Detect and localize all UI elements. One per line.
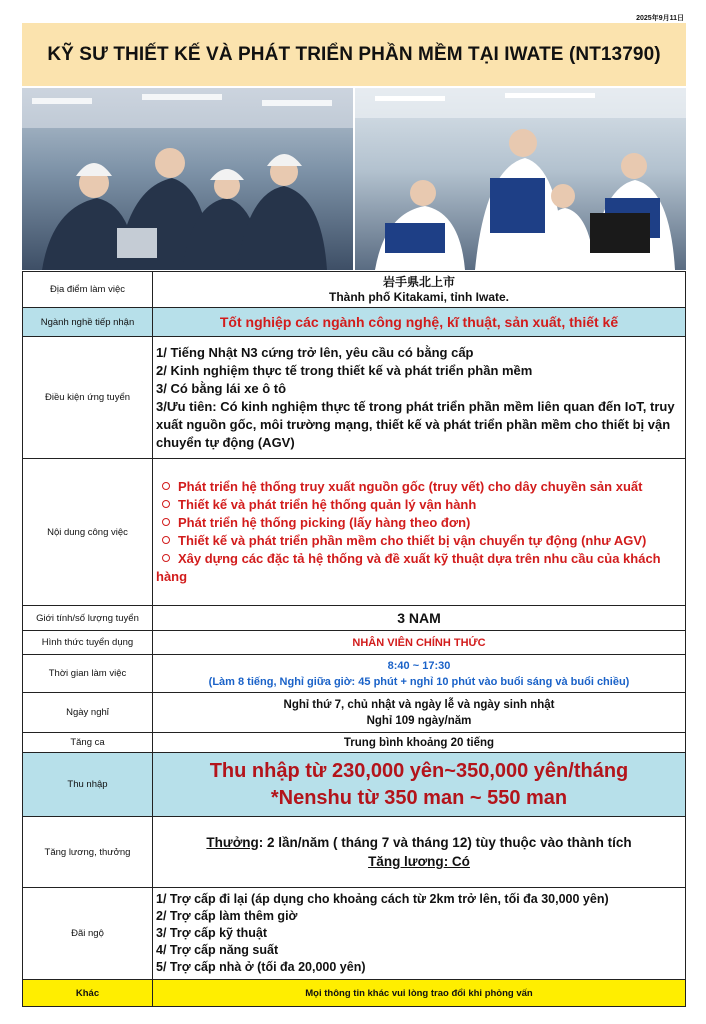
field-value: Tốt nghiệp các ngành công nghệ, kĩ thuật, sản xuất, thiết kế xyxy=(153,308,686,337)
hours-label: Thời gian làm việc xyxy=(23,655,153,693)
row-employment xyxy=(23,631,686,655)
benefits-list xyxy=(153,888,686,980)
requirement-item: 3/ Có bằng lái xe ô tô xyxy=(156,380,287,396)
row-requirements xyxy=(23,337,686,459)
raise-label: Tăng lương, thưởng xyxy=(23,817,153,888)
other-label: Khác xyxy=(23,980,153,1007)
overtime-label: Tăng ca xyxy=(23,733,153,753)
requirement-item: 2/ Kinh nghiệm thực tế trong thiết kế và phát triển phần mềm xyxy=(156,362,533,378)
row-benefits xyxy=(23,888,686,980)
benefit-item: 3/ Trợ cấp kỹ thuật xyxy=(156,926,268,940)
duties-label: Nội dung công việc xyxy=(23,459,153,606)
employment-value: NHÂN VIÊN CHÍNH THỨC xyxy=(153,631,686,655)
circle-bullet-icon xyxy=(162,518,170,526)
document-date: 2025年9月11日 xyxy=(636,15,684,22)
raise-line xyxy=(156,852,682,871)
row-duties xyxy=(23,459,686,606)
duty-item: Thiết kế và phát triển hệ thống quản lý vận hành xyxy=(156,496,682,514)
job-title: KỸ SƯ THIẾT KẾ VÀ PHÁT TRIỂN PHẦN MỀM TẠI IWATE (NT13790) xyxy=(47,43,661,65)
hours-detail: (Làm 8 tiếng, Nghỉ giữa giờ: 45 phút + nghỉ 10 phút vào buổi sáng và buổi chiều) xyxy=(208,675,630,688)
holidays-days: Nghỉ thứ 7, chủ nhật và ngày lễ và ngày sinh nhật xyxy=(283,698,555,711)
title-banner xyxy=(22,23,686,86)
benefit-item: 2/ Trợ cấp làm thêm giờ xyxy=(156,909,298,923)
header-photos xyxy=(22,88,686,270)
benefit-item: 4/ Trợ cấp năng suất xyxy=(156,943,279,957)
annual-income: *Nenshu từ 350 man ~ 550 man xyxy=(270,786,568,809)
field-label: Ngành nghề tiếp nhận xyxy=(23,308,153,337)
income-label: Thu nhập xyxy=(23,753,153,817)
bonus-key: Thưởng xyxy=(206,835,259,850)
employment-label: Hình thức tuyển dụng xyxy=(23,631,153,655)
duty-item: Phát triển hệ thống truy xuất nguồn gốc (truy vết) cho dây chuyền sản xuất xyxy=(156,478,682,496)
bonus-line xyxy=(156,833,682,852)
location-japanese: 岩手県北上市 xyxy=(382,274,455,289)
job-info-table xyxy=(22,271,686,1007)
duty-item: Thiết kế và phát triển phần mềm cho thiết bị vận chuyển tự động (như AGV) xyxy=(156,532,682,550)
row-field xyxy=(23,308,686,337)
hours-value xyxy=(153,655,686,693)
row-quota xyxy=(23,606,686,631)
holidays-label: Ngày nghỉ xyxy=(23,693,153,733)
overtime-value: Trung bình khoảng 20 tiếng xyxy=(153,733,686,753)
engineers-photo-left xyxy=(22,88,353,270)
circle-bullet-icon xyxy=(162,536,170,544)
row-raise xyxy=(23,817,686,888)
row-income xyxy=(23,753,686,817)
raise-value xyxy=(153,817,686,888)
benefits-label: Đãi ngộ xyxy=(23,888,153,980)
location-label: Địa điểm làm việc xyxy=(23,272,153,308)
row-other xyxy=(23,980,686,1007)
holidays-value xyxy=(153,693,686,733)
income-value xyxy=(153,753,686,817)
requirement-item: 3/Ưu tiên: Có kinh nghiệm thực tế trong phát triển phần mềm liên quan đến IoT, truy xuất nguồn gốc, môi trường mạng, thiết kế và phát triển phần mềm cho thiết bị vận chuyển tự động (AGV) xyxy=(156,398,675,450)
raise-value-text: : Có xyxy=(443,854,470,869)
circle-bullet-icon xyxy=(162,482,170,490)
requirements-label: Điều kiện ứng tuyển xyxy=(23,337,153,459)
holidays-count: Nghỉ 109 ngày/năm xyxy=(366,714,472,727)
duty-item: Phát triển hệ thống picking (lấy hàng theo đơn) xyxy=(156,514,682,532)
row-hours xyxy=(23,655,686,693)
duties-list xyxy=(153,459,686,606)
engineers-photo-right xyxy=(355,88,686,270)
row-holidays xyxy=(23,693,686,733)
quota-value: 3 NAM xyxy=(153,606,686,631)
row-overtime xyxy=(23,733,686,753)
benefit-item: 5/ Trợ cấp nhà ở (tối đa 20,000 yên) xyxy=(156,960,366,974)
row-location xyxy=(23,272,686,308)
location-vietnamese: Thành phố Kitakami, tỉnh Iwate. xyxy=(328,289,509,304)
duty-item: Xây dựng các đặc tả hệ thống và đề xuất kỹ thuật dựa trên nhu cầu của khách hàng xyxy=(156,551,661,584)
requirement-item: 1/ Tiếng Nhật N3 cứng trở lên, yêu cầu có bằng cấp xyxy=(156,344,474,360)
requirements-list xyxy=(153,337,686,459)
circle-bullet-icon xyxy=(162,500,170,508)
raise-key: Tăng lương xyxy=(368,854,444,869)
hours-range: 8:40 ~ 17:30 xyxy=(387,659,451,672)
circle-bullet-icon xyxy=(162,554,170,562)
location-value xyxy=(153,272,686,308)
quota-label: Giới tính/số lượng tuyển xyxy=(23,606,153,631)
benefit-item: 1/ Trợ cấp đi lại (áp dụng cho khoảng cách từ 2km trở lên, tối đa 30,000 yên) xyxy=(156,892,609,906)
other-value: Mọi thông tin khác vui lòng trao đổi khi phỏng vấn xyxy=(153,980,686,1007)
bonus-value: : 2 lần/năm ( tháng 7 và tháng 12) tùy thuộc vào thành tích xyxy=(258,835,632,850)
monthly-income: Thu nhập từ 230,000 yên~350,000 yên/tháng xyxy=(209,759,629,782)
